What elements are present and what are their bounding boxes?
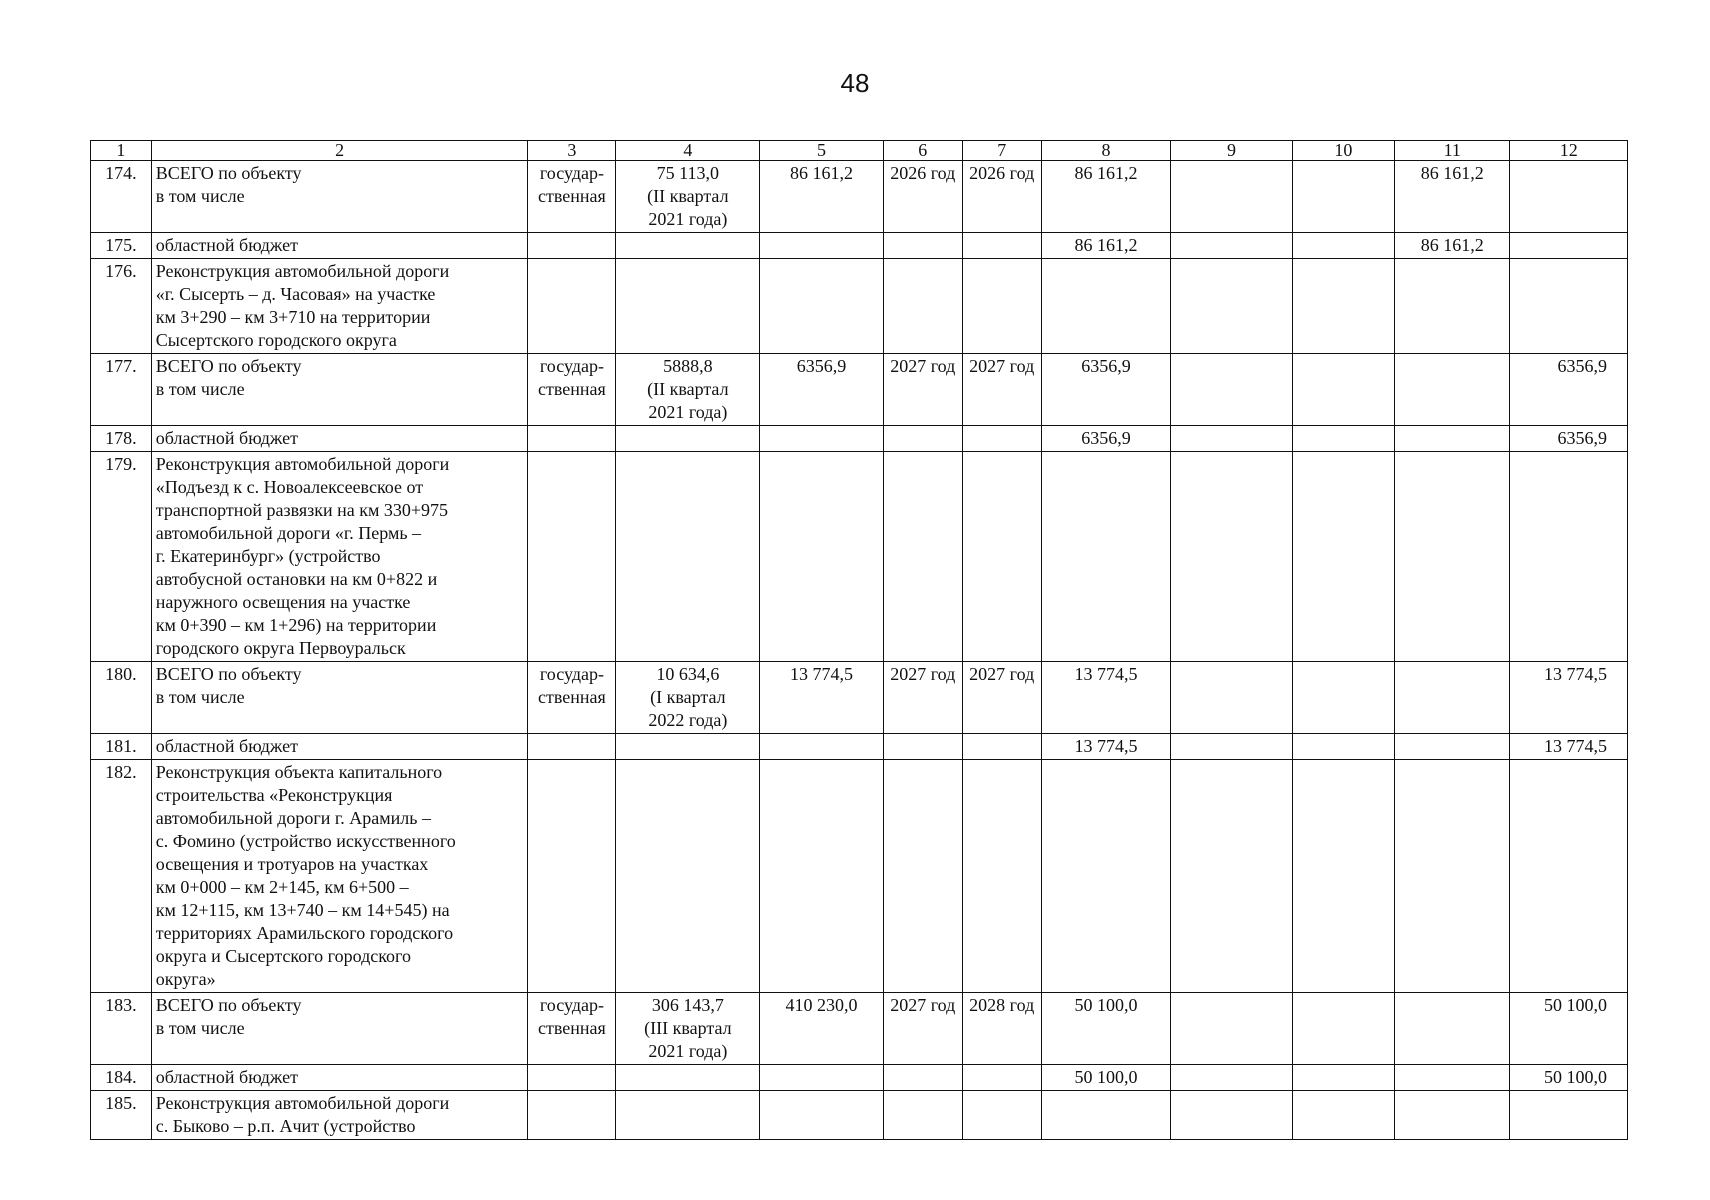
estimated-cost: 306 143,7 (III квартал 2021 года) bbox=[616, 993, 760, 1065]
financing-col-9 bbox=[1171, 259, 1293, 354]
total-financing: 50 100,0 bbox=[1041, 993, 1171, 1065]
financing-col-10 bbox=[1292, 259, 1394, 354]
table-row bbox=[91, 354, 1628, 426]
financing-col-12 bbox=[1510, 233, 1628, 259]
estimated-cost bbox=[616, 452, 760, 662]
total-cost bbox=[760, 760, 884, 993]
total-financing: 86 161,2 bbox=[1041, 233, 1171, 259]
budget-table bbox=[90, 140, 1628, 1140]
financing-col-11 bbox=[1395, 734, 1510, 760]
total-financing: 6356,9 bbox=[1041, 426, 1171, 452]
financing-col-9 bbox=[1171, 161, 1293, 233]
total-financing bbox=[1041, 1091, 1171, 1140]
row-number: 180. bbox=[91, 662, 152, 734]
financing-col-11 bbox=[1395, 993, 1510, 1065]
row-number: 178. bbox=[91, 426, 152, 452]
financing-col-11 bbox=[1395, 760, 1510, 993]
ownership-type bbox=[528, 452, 616, 662]
row-description: областной бюджет bbox=[151, 734, 528, 760]
end-year bbox=[962, 760, 1041, 993]
table-row bbox=[91, 161, 1628, 233]
start-year bbox=[883, 760, 962, 993]
row-description: Реконструкция автомобильной дороги с. Быково – р.п. Ачит (устройство bbox=[151, 1091, 528, 1140]
row-description: областной бюджет bbox=[151, 426, 528, 452]
estimated-cost bbox=[616, 259, 760, 354]
row-number: 182. bbox=[91, 760, 152, 993]
column-header: 4 bbox=[616, 141, 760, 161]
financing-col-9 bbox=[1171, 354, 1293, 426]
table-row bbox=[91, 760, 1628, 993]
start-year bbox=[883, 734, 962, 760]
table-header-row bbox=[91, 141, 1628, 161]
row-description: ВСЕГО по объекту в том числе bbox=[151, 354, 528, 426]
start-year bbox=[883, 1091, 962, 1140]
total-financing: 50 100,0 bbox=[1041, 1065, 1171, 1091]
financing-col-11: 86 161,2 bbox=[1395, 233, 1510, 259]
row-number: 175. bbox=[91, 233, 152, 259]
financing-col-10 bbox=[1292, 452, 1394, 662]
row-number: 184. bbox=[91, 1065, 152, 1091]
financing-col-12: 6356,9 bbox=[1510, 426, 1628, 452]
row-number: 174. bbox=[91, 161, 152, 233]
total-cost bbox=[760, 1091, 884, 1140]
total-cost bbox=[760, 426, 884, 452]
financing-col-10 bbox=[1292, 760, 1394, 993]
row-number: 176. bbox=[91, 259, 152, 354]
total-cost: 410 230,0 bbox=[760, 993, 884, 1065]
financing-col-12 bbox=[1510, 259, 1628, 354]
estimated-cost bbox=[616, 426, 760, 452]
table-row bbox=[91, 993, 1628, 1065]
total-financing bbox=[1041, 259, 1171, 354]
end-year: 2027 год bbox=[962, 354, 1041, 426]
row-description: ВСЕГО по объекту в том числе bbox=[151, 993, 528, 1065]
ownership-type: государ- ственная bbox=[528, 993, 616, 1065]
page-number: 48 bbox=[840, 68, 870, 98]
end-year bbox=[962, 233, 1041, 259]
start-year: 2026 год bbox=[883, 161, 962, 233]
financing-col-11 bbox=[1395, 452, 1510, 662]
column-header: 5 bbox=[760, 141, 884, 161]
ownership-type: государ- ственная bbox=[528, 161, 616, 233]
start-year: 2027 год bbox=[883, 662, 962, 734]
start-year bbox=[883, 1065, 962, 1091]
start-year: 2027 год bbox=[883, 993, 962, 1065]
estimated-cost bbox=[616, 734, 760, 760]
total-cost bbox=[760, 259, 884, 354]
ownership-type bbox=[528, 426, 616, 452]
financing-col-10 bbox=[1292, 1091, 1394, 1140]
start-year bbox=[883, 233, 962, 259]
estimated-cost: 10 634,6 (I квартал 2022 года) bbox=[616, 662, 760, 734]
table-row bbox=[91, 426, 1628, 452]
ownership-type bbox=[528, 1091, 616, 1140]
financing-col-10 bbox=[1292, 233, 1394, 259]
financing-col-9 bbox=[1171, 760, 1293, 993]
column-header: 3 bbox=[528, 141, 616, 161]
financing-col-11 bbox=[1395, 354, 1510, 426]
total-cost bbox=[760, 734, 884, 760]
start-year bbox=[883, 452, 962, 662]
row-description: областной бюджет bbox=[151, 1065, 528, 1091]
row-description: Реконструкция объекта капитального строительства «Реконструкция автомобильной дороги г. Арамиль – с. Фомино (устройство искусственного освещения и тротуаров на участках км 0+000 – км 2+145, км 6+500 – км 12+115, км 13+740 – км 14+545) на территориях Арамильского городского округа и Сысертского городского округа» bbox=[151, 760, 528, 993]
total-financing: 6356,9 bbox=[1041, 354, 1171, 426]
financing-col-10 bbox=[1292, 426, 1394, 452]
total-financing bbox=[1041, 452, 1171, 662]
row-description: ВСЕГО по объекту в том числе bbox=[151, 161, 528, 233]
financing-col-9 bbox=[1171, 1065, 1293, 1091]
end-year bbox=[962, 452, 1041, 662]
total-financing: 13 774,5 bbox=[1041, 662, 1171, 734]
financing-col-12 bbox=[1510, 452, 1628, 662]
row-number: 183. bbox=[91, 993, 152, 1065]
table-row bbox=[91, 662, 1628, 734]
financing-col-10 bbox=[1292, 1065, 1394, 1091]
total-cost: 6356,9 bbox=[760, 354, 884, 426]
start-year bbox=[883, 426, 962, 452]
total-cost: 13 774,5 bbox=[760, 662, 884, 734]
start-year bbox=[883, 259, 962, 354]
estimated-cost bbox=[616, 1065, 760, 1091]
financing-col-12 bbox=[1510, 1091, 1628, 1140]
financing-col-12: 6356,9 bbox=[1510, 354, 1628, 426]
financing-col-9 bbox=[1171, 426, 1293, 452]
total-cost bbox=[760, 1065, 884, 1091]
end-year bbox=[962, 1065, 1041, 1091]
financing-col-12 bbox=[1510, 161, 1628, 233]
row-description: ВСЕГО по объекту в том числе bbox=[151, 662, 528, 734]
column-header: 6 bbox=[883, 141, 962, 161]
financing-col-12 bbox=[1510, 760, 1628, 993]
end-year: 2026 год bbox=[962, 161, 1041, 233]
ownership-type bbox=[528, 233, 616, 259]
financing-col-9 bbox=[1171, 233, 1293, 259]
estimated-cost: 75 113,0 (II квартал 2021 года) bbox=[616, 161, 760, 233]
column-header: 9 bbox=[1171, 141, 1293, 161]
ownership-type bbox=[528, 760, 616, 993]
ownership-type bbox=[528, 1065, 616, 1091]
table-row bbox=[91, 1091, 1628, 1140]
financing-col-11 bbox=[1395, 662, 1510, 734]
end-year: 2027 год bbox=[962, 662, 1041, 734]
financing-col-12: 13 774,5 bbox=[1510, 662, 1628, 734]
financing-col-9 bbox=[1171, 662, 1293, 734]
financing-col-12: 50 100,0 bbox=[1510, 993, 1628, 1065]
row-description: Реконструкция автомобильной дороги «Подъезд к с. Новоалексеевское от транспортной развязки на км 330+975 автомобильной дороги «г. Пермь – г. Екатеринбург» (устройство автобусной остановки на км 0+822 и наружного освещения на участке км 0+390 – км 1+296) на территории городского округа Первоуральск bbox=[151, 452, 528, 662]
estimated-cost bbox=[616, 1091, 760, 1140]
financing-col-12: 13 774,5 bbox=[1510, 734, 1628, 760]
start-year: 2027 год bbox=[883, 354, 962, 426]
financing-col-10 bbox=[1292, 734, 1394, 760]
financing-col-11 bbox=[1395, 259, 1510, 354]
total-financing: 86 161,2 bbox=[1041, 161, 1171, 233]
financing-col-9 bbox=[1171, 452, 1293, 662]
end-year bbox=[962, 1091, 1041, 1140]
financing-col-10 bbox=[1292, 662, 1394, 734]
row-description: Реконструкция автомобильной дороги «г. Сысерть – д. Часовая» на участке км 3+290 – км 3+710 на территории Сысертского городского округа bbox=[151, 259, 528, 354]
ownership-type: государ- ственная bbox=[528, 354, 616, 426]
column-header: 12 bbox=[1510, 141, 1628, 161]
total-cost: 86 161,2 bbox=[760, 161, 884, 233]
financing-col-9 bbox=[1171, 993, 1293, 1065]
column-header: 10 bbox=[1292, 141, 1394, 161]
row-number: 181. bbox=[91, 734, 152, 760]
table-row bbox=[91, 452, 1628, 662]
financing-col-10 bbox=[1292, 354, 1394, 426]
total-financing: 13 774,5 bbox=[1041, 734, 1171, 760]
financing-col-11 bbox=[1395, 1065, 1510, 1091]
column-header: 7 bbox=[962, 141, 1041, 161]
end-year bbox=[962, 734, 1041, 760]
row-number: 179. bbox=[91, 452, 152, 662]
table-row bbox=[91, 259, 1628, 354]
table-row bbox=[91, 233, 1628, 259]
ownership-type bbox=[528, 734, 616, 760]
end-year: 2028 год bbox=[962, 993, 1041, 1065]
estimated-cost bbox=[616, 760, 760, 993]
financing-col-9 bbox=[1171, 1091, 1293, 1140]
column-header: 11 bbox=[1395, 141, 1510, 161]
column-header: 2 bbox=[151, 141, 528, 161]
estimated-cost: 5888,8 (II квартал 2021 года) bbox=[616, 354, 760, 426]
total-cost bbox=[760, 233, 884, 259]
column-header: 8 bbox=[1041, 141, 1171, 161]
total-cost bbox=[760, 452, 884, 662]
estimated-cost bbox=[616, 233, 760, 259]
financing-col-11 bbox=[1395, 1091, 1510, 1140]
financing-col-10 bbox=[1292, 161, 1394, 233]
row-number: 185. bbox=[91, 1091, 152, 1140]
financing-col-10 bbox=[1292, 993, 1394, 1065]
ownership-type: государ- ственная bbox=[528, 662, 616, 734]
row-number: 177. bbox=[91, 354, 152, 426]
table-row bbox=[91, 1065, 1628, 1091]
financing-col-11: 86 161,2 bbox=[1395, 161, 1510, 233]
row-description: областной бюджет bbox=[151, 233, 528, 259]
end-year bbox=[962, 259, 1041, 354]
financing-col-11 bbox=[1395, 426, 1510, 452]
end-year bbox=[962, 426, 1041, 452]
financing-col-12: 50 100,0 bbox=[1510, 1065, 1628, 1091]
table-row bbox=[91, 734, 1628, 760]
financing-col-9 bbox=[1171, 734, 1293, 760]
column-header: 1 bbox=[91, 141, 152, 161]
ownership-type bbox=[528, 259, 616, 354]
total-financing bbox=[1041, 760, 1171, 993]
